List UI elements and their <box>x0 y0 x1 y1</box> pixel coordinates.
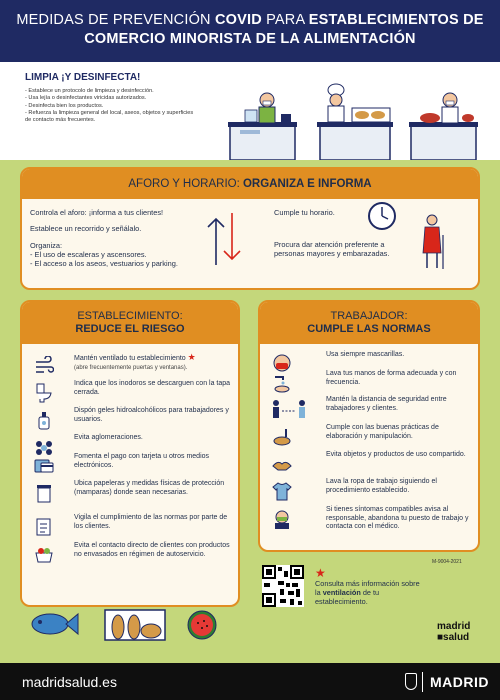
logo-salud: salud <box>443 632 470 643</box>
hand-gel-icon <box>34 410 54 430</box>
shared-objects-icon <box>272 454 292 474</box>
limpia-item: - Usa lejía o desinfectantes viricidas autorizados. <box>25 95 200 102</box>
arrows-icon <box>204 211 244 267</box>
header-line-1 <box>0 11 500 30</box>
ventilacion-text: de tu establecimiento. <box>315 588 380 606</box>
trabajador-title-b: CUMPLE LAS NORMAS <box>307 323 431 335</box>
star-icon: ★ <box>187 352 196 362</box>
item-text: Lava tus manos de forma adecuada y con frecuencia. <box>326 370 457 386</box>
item-text: Evita el contacto directo de clientes con productos no envasados en régimen de autoservicio. <box>74 542 230 558</box>
qr-code[interactable] <box>262 565 304 607</box>
butcher-illustration <box>408 80 483 160</box>
item-text: Mantén ventilado tu establecimiento <box>74 355 186 362</box>
food-handling-icon <box>272 427 292 447</box>
header-text: PARA <box>261 12 309 28</box>
item-text: Mantén la distancia de seguridad entre trabajadores y clientes. <box>326 396 447 412</box>
establecimiento-title-a: ESTABLECIMIENTO: <box>77 310 183 322</box>
item-text: Evita aglomeraciones. <box>74 434 143 441</box>
elderly-woman-icon <box>417 213 447 271</box>
establecimiento-title <box>22 302 238 344</box>
sick-worker-icon <box>272 509 292 529</box>
card-payment-icon <box>34 456 54 476</box>
star-icon: ★ <box>315 566 326 580</box>
clock-icon <box>367 201 397 231</box>
footer-url[interactable]: madridsalud.es <box>22 674 117 690</box>
aforo-atencion: Procura dar atención preferente a personas mayores y embarazadas. <box>274 240 390 258</box>
header-covid: COVID <box>214 12 262 28</box>
item-text: Dispón geles hidroalcohólicos para trabajadores y usuarios. <box>74 407 229 423</box>
aforo-title-a: AFORO Y HORARIO: <box>128 178 243 190</box>
aforo-escaleras: - El uso de escaleras y ascensores. <box>30 250 147 259</box>
limpia-item: - Refuerza la limpieza general del local, aseos, objetos y superficies de contacto más frecuentes. <box>25 110 200 125</box>
item-text: Evita objetos y productos de uso compartido. <box>326 451 466 458</box>
logo-line-1: madrid <box>437 621 471 632</box>
watermelon-illustration <box>186 609 218 641</box>
aforo-control: Controla el aforo: ¡informa a tus clientes! <box>30 208 164 217</box>
fish-illustration <box>28 609 80 639</box>
page-header <box>0 0 500 62</box>
ventilacion-bold: ventilación <box>322 588 361 597</box>
limpia-item: - Desinfecta bien los productos. <box>25 103 200 110</box>
toilet-icon <box>34 383 54 403</box>
aforo-title <box>22 169 478 199</box>
clothing-icon <box>272 481 292 501</box>
ventilacion-note <box>315 579 425 606</box>
item-text: Usa siempre mascarillas. <box>326 351 405 358</box>
item-text: Ubica papeleras y medidas físicas de protección (mamparas) donde sean necesarias. <box>74 480 225 496</box>
list-item <box>272 506 472 546</box>
baker-illustration <box>312 80 397 160</box>
establecimiento-title-b: REDUCE EL RIESGO <box>75 323 185 335</box>
footer <box>0 663 500 700</box>
list-item <box>34 542 234 574</box>
distance-icon <box>272 399 306 419</box>
madrid-crest-icon <box>405 673 417 690</box>
basket-icon <box>34 545 54 565</box>
header-comercio: COMERCIO MINORISTA DE LA ALIMENTACIÓN <box>84 31 416 47</box>
madrid-salud-logo <box>437 621 470 643</box>
item-subtext: (abre frecuentemente puertas y ventanas). <box>74 364 188 371</box>
logo-line-2 <box>437 632 470 643</box>
aforo-title-b: ORGANIZA E INFORMA <box>242 178 372 190</box>
aforo-horario: Cumple tu horario. <box>274 208 335 217</box>
trabajador-panel <box>258 300 480 552</box>
checklist-icon <box>34 517 54 537</box>
limpia-item: - Establece un protocolo de limpieza y desinfección. <box>25 88 200 95</box>
bread-illustration <box>104 607 166 643</box>
item-text: Lava la ropa de trabajo siguiendo el procedimiento establecido. <box>326 478 437 494</box>
aforo-recorrido: Establece un recorrido y señálalo. <box>30 224 142 233</box>
item-text: Cumple con las buenas prácticas de elaboración y manipulación. <box>326 424 439 440</box>
header-establecimientos: ESTABLECIMIENTOS DE <box>308 12 484 28</box>
trabajador-title-a: TRABAJADOR: <box>330 310 408 322</box>
limpia-section <box>0 62 500 160</box>
item-text: Si tienes síntomas compatibles avisa al responsable, abandona tu puesto de trabajo y contacta con el médico. <box>326 506 469 531</box>
aforo-organiza: Organiza: <box>30 241 63 250</box>
header-text: MEDIDAS DE PREVENCIÓN <box>16 12 215 28</box>
item-text: Vigila el cumplimiento de las normas por parte de los clientes. <box>74 514 228 530</box>
item-text: Fomenta el pago con tarjeta u otros medios electrónicos. <box>74 453 210 469</box>
cashier-illustration <box>225 80 300 160</box>
establecimiento-panel <box>20 300 240 607</box>
item-text: Indica que los inodoros se descarguen con la tapa cerrada. <box>74 380 231 396</box>
aforo-aseos: - El acceso a los aseos, vestuarios y parking. <box>30 259 178 268</box>
footer-divider <box>422 672 423 692</box>
aforo-panel <box>20 167 480 290</box>
limpia-list <box>25 88 200 124</box>
ventilacion-text: Consulta más información sobre la <box>315 579 420 597</box>
list-item <box>34 480 234 512</box>
ventilation-icon <box>34 356 54 376</box>
bin-icon <box>34 483 54 503</box>
logo-mark-icon: ■ <box>437 632 444 643</box>
handwash-icon <box>272 373 292 393</box>
header-line-2 <box>0 30 500 49</box>
trabajador-title <box>260 302 478 344</box>
footer-city: MADRID <box>430 674 489 690</box>
document-code: M-9004-2021 <box>432 559 462 565</box>
limpia-title: LIMPIA ¡Y DESINFECTA! <box>25 72 141 83</box>
